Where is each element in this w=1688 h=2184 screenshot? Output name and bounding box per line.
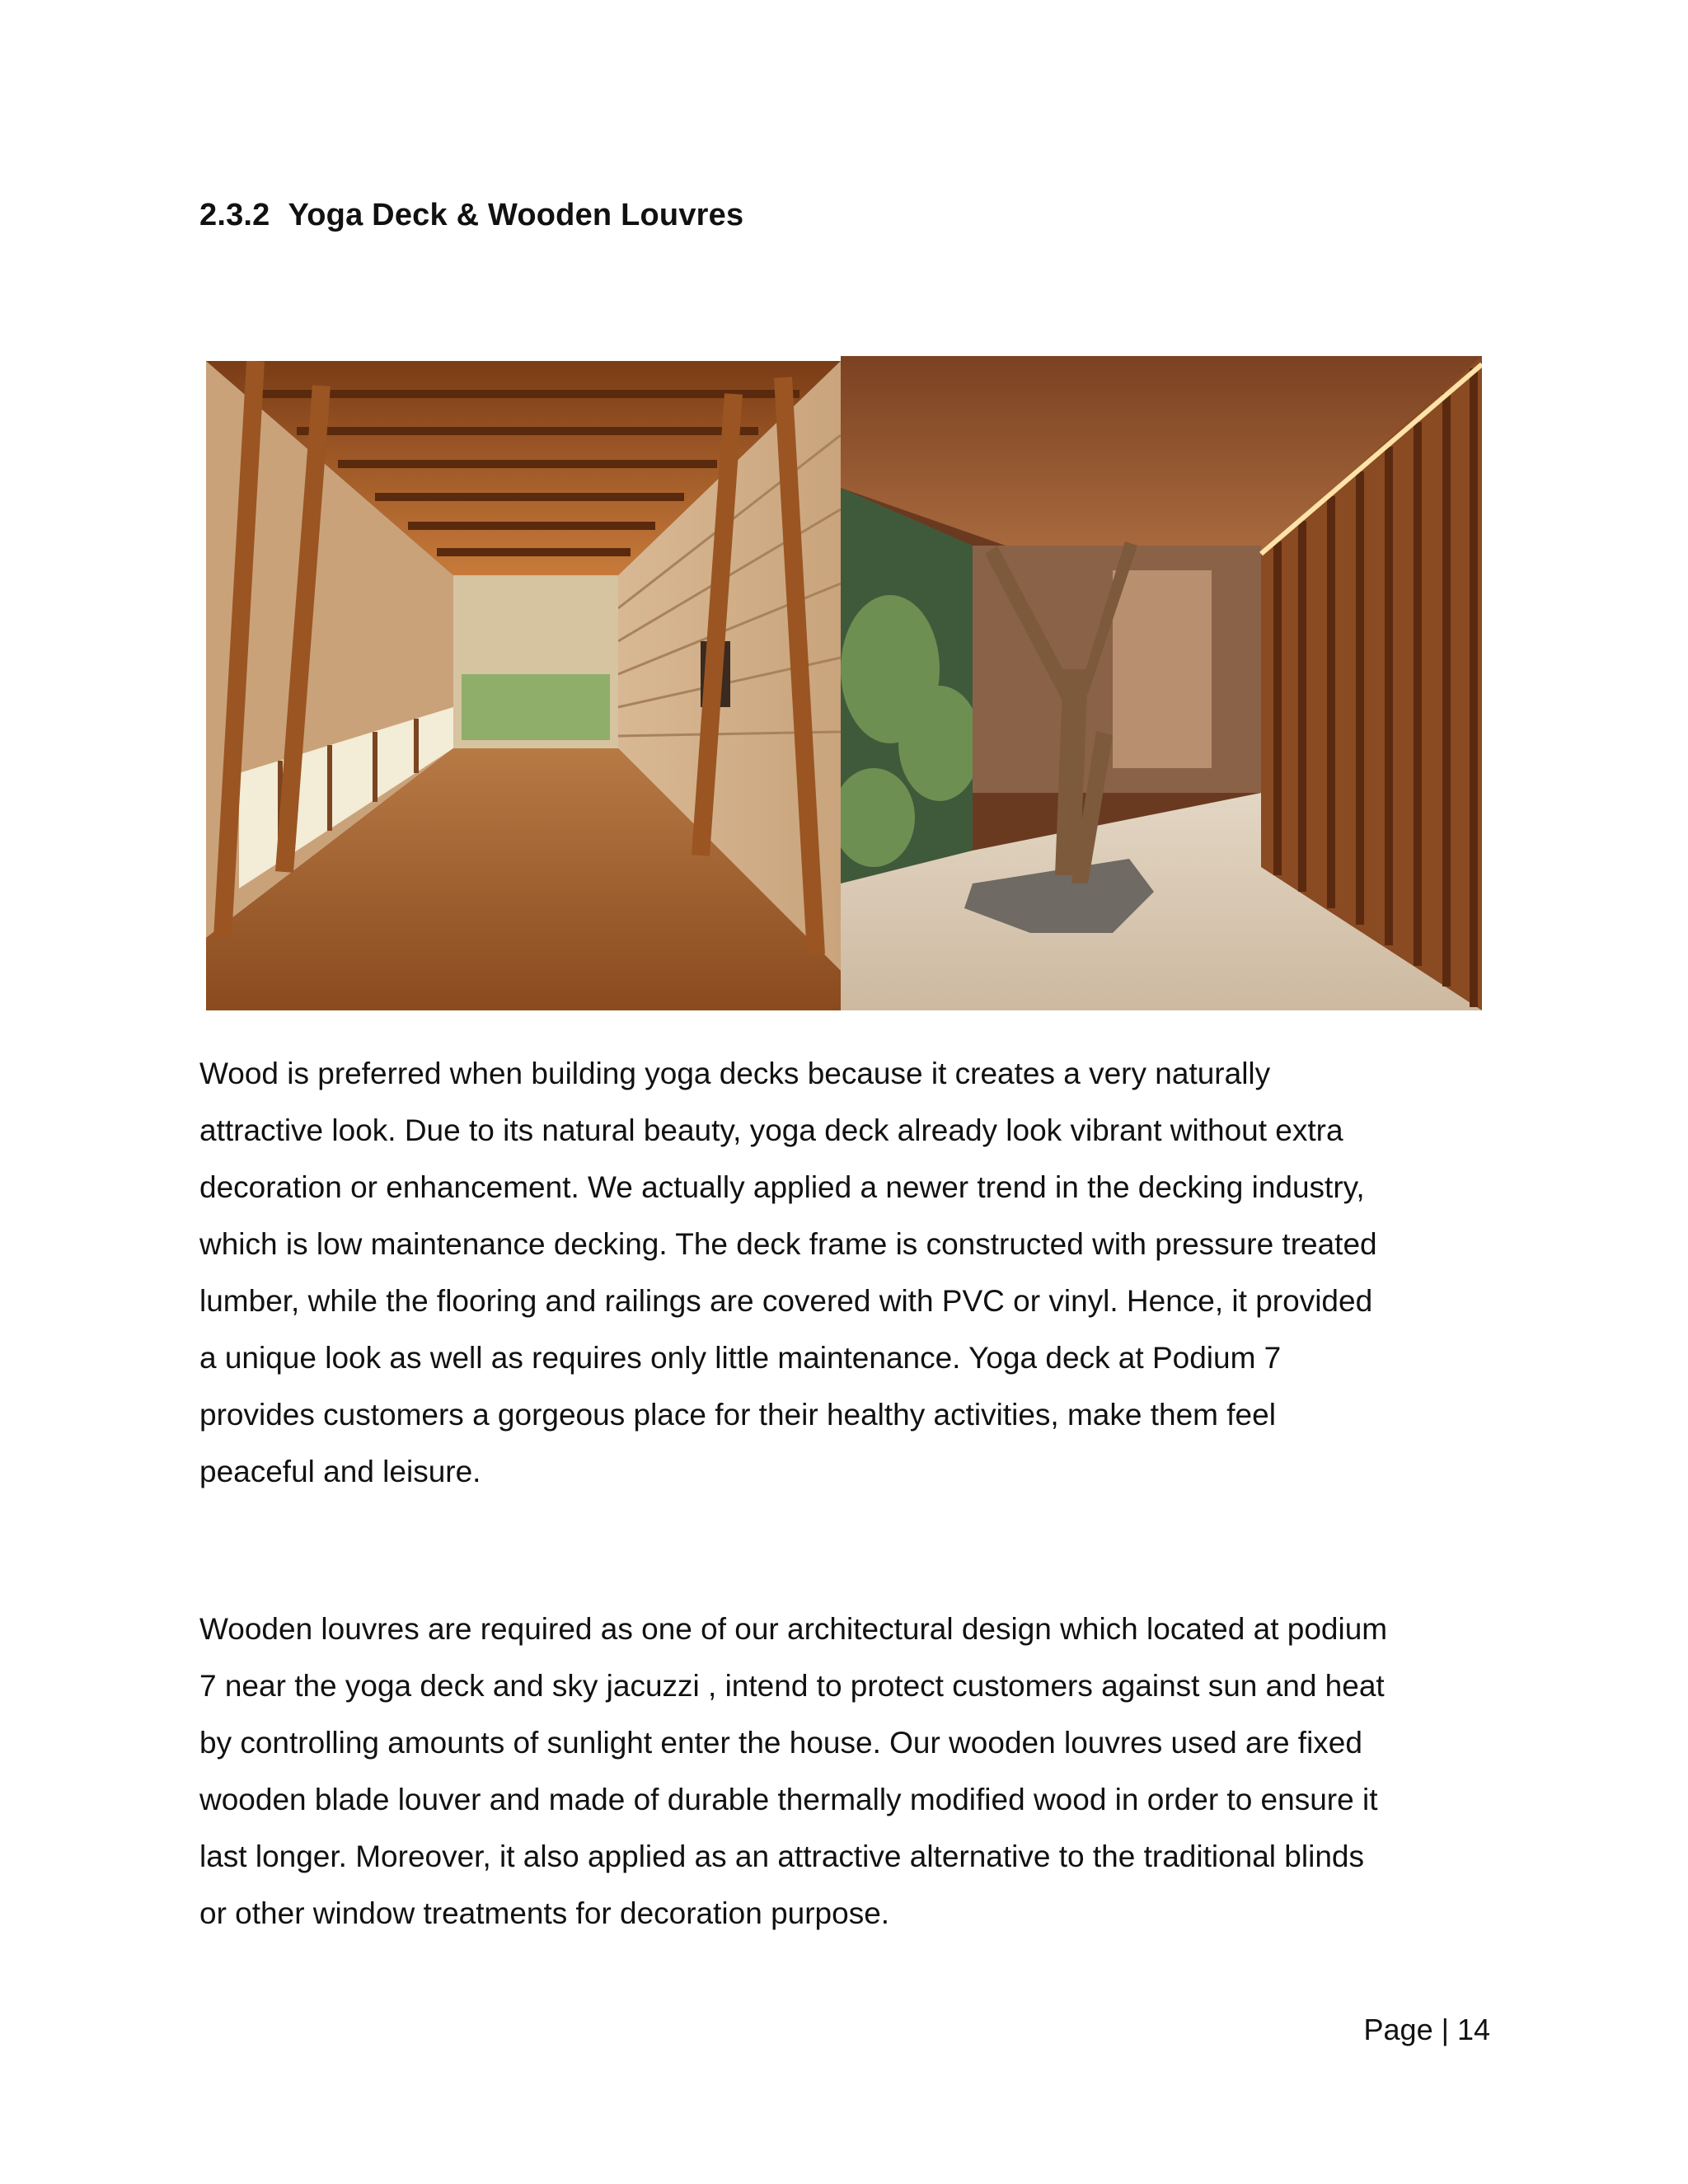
paragraph-line: a unique look as well as requires only little maintenance. Yoga deck at Podium 7 bbox=[199, 1341, 1282, 1375]
paragraph-line: wooden blade louver and made of durable thermally modified wood in order to ensure it bbox=[199, 1783, 1378, 1816]
paragraph-line: lumber, while the flooring and railings are covered with PVC or vinyl. Hence, it provided bbox=[199, 1284, 1373, 1318]
paragraph-line: or other window treatments for decoration purpose. bbox=[199, 1896, 890, 1930]
louvre-corridor-photo-icon bbox=[841, 356, 1482, 1010]
paragraph-line: 7 near the yoga deck and sky jacuzzi , intend to protect customers against sun and heat bbox=[199, 1669, 1385, 1703]
paragraph-line: by controlling amounts of sunlight enter the house. Our wooden louvres used are fixed bbox=[199, 1726, 1362, 1760]
paragraph-line: attractive look. Due to its natural beauty, yoga deck already look vibrant without extra bbox=[199, 1113, 1343, 1147]
wooden-corridor-photo-icon bbox=[206, 361, 841, 1010]
paragraph-line: peaceful and leisure. bbox=[199, 1455, 481, 1488]
page-number: Page | 14 bbox=[1363, 2013, 1490, 2046]
section-title: Yoga Deck & Wooden Louvres bbox=[288, 198, 744, 232]
paragraph-line: decoration or enhancement. We actually applied a newer trend in the decking industry, bbox=[199, 1170, 1365, 1204]
paragraph-line: Wooden louvres are required as one of our architectural design which located at podium bbox=[199, 1612, 1388, 1646]
section-number: 2.3.2 bbox=[199, 198, 270, 232]
wooden-louvres-photo bbox=[841, 356, 1482, 1010]
paragraph-line: Wood is preferred when building yoga decks because it creates a very naturally bbox=[199, 1057, 1271, 1090]
paragraph-yoga-deck bbox=[199, 1045, 1502, 1500]
paragraph-line: last longer. Moreover, it also applied as an attractive alternative to the traditional blinds bbox=[199, 1840, 1364, 1873]
paragraph-wooden-louvres bbox=[199, 1601, 1502, 1942]
paragraph-line: provides customers a gorgeous place for their healthy activities, make them feel bbox=[199, 1398, 1276, 1432]
paragraph-line: which is low maintenance decking. The deck frame is constructed with pressure treated bbox=[199, 1227, 1377, 1261]
section-heading bbox=[199, 198, 743, 233]
yoga-deck-photo bbox=[206, 361, 841, 1010]
